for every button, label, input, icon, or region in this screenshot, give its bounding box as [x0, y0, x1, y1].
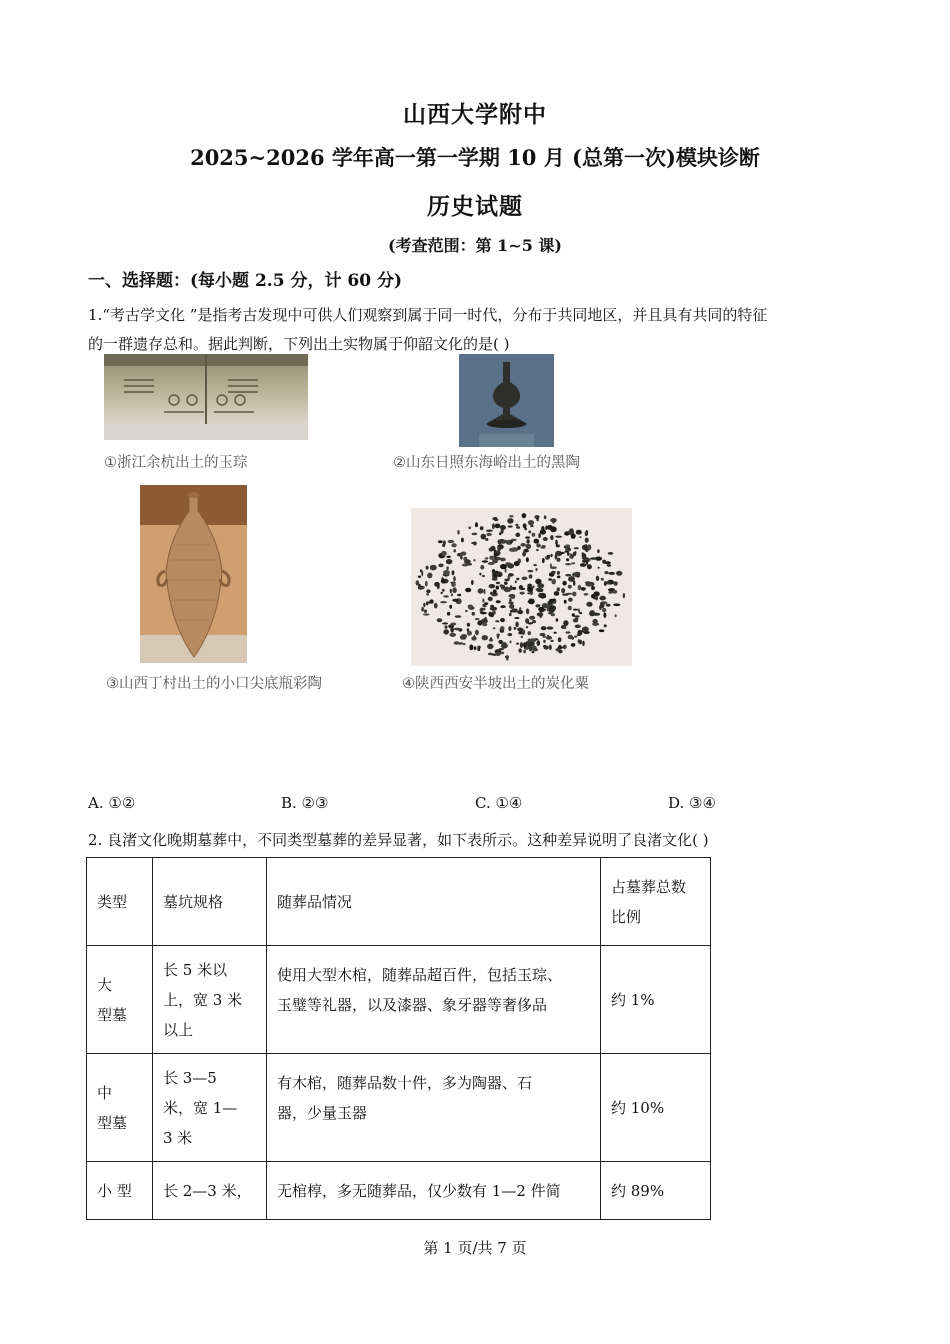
row1-goods-line1: 使用大型木棺，随葬品超百件，包括玉琮、	[277, 966, 563, 984]
header-ratio	[601, 858, 711, 946]
row1-type-line2: 型墓	[97, 1005, 128, 1024]
jade-cong-image	[104, 354, 308, 440]
header-size: 墓坑规格	[153, 858, 267, 946]
exam-scope: (考查范围：第 1~5 课)	[388, 236, 562, 255]
pointed-bottle-image	[140, 485, 247, 663]
row1-goods	[267, 946, 601, 1054]
row1-size	[153, 946, 267, 1054]
q1-stem-line2: 的一群遗存总和。据此判断，下列出土实物属于仰韶文化的是( )	[88, 335, 510, 353]
row2-ratio: 约 10%	[601, 1054, 711, 1162]
q1-option-b[interactable]: B. ②③	[281, 794, 329, 812]
page-footer: 第 1 页/共 7 页	[423, 1239, 527, 1257]
row3-goods: 无棺椁，多无随葬品，仅少数有 1—2 件简	[267, 1162, 601, 1220]
row1-type-line1: 大	[97, 975, 113, 994]
header-type: 类型	[87, 858, 153, 946]
burial-table	[86, 857, 711, 1220]
table-row	[87, 1054, 711, 1162]
row2-type	[87, 1054, 153, 1162]
row2-size	[153, 1054, 267, 1162]
row1-size-line3: 以上	[163, 1020, 194, 1039]
row2-size-line2: 米，宽 1—	[163, 1098, 238, 1117]
q2-stem: 2. 良渚文化晚期墓葬中，不同类型墓葬的差异显著，如下表所示。这种差异说明了良渚文化( )	[88, 831, 709, 849]
row2-size-line3: 3 米	[163, 1128, 193, 1147]
row1-type	[87, 946, 153, 1054]
header-ratio-line1: 占墓葬总数	[611, 877, 687, 896]
table-row	[87, 946, 711, 1054]
row2-type-line2: 型墓	[97, 1113, 128, 1132]
row2-goods-line2: 器，少量玉器	[277, 1104, 368, 1122]
image4-caption: ④陕西西安半坡出土的炭化粟	[402, 676, 589, 692]
subject-title: 历史试题	[427, 193, 523, 220]
row2-goods	[267, 1054, 601, 1162]
school-name: 山西大学附中	[403, 101, 547, 128]
row1-size-line1: 长 5 米以	[163, 960, 228, 979]
exam-title: 2025~2026 学年高一第一学期 10 月 (总第一次)模块诊断	[190, 145, 760, 170]
row1-ratio: 约 1%	[601, 946, 711, 1054]
table-header-row	[87, 858, 711, 946]
q1-option-d[interactable]: D. ③④	[668, 794, 716, 812]
black-pottery-image	[459, 354, 554, 447]
row3-ratio: 约 89%	[601, 1162, 711, 1220]
row2-type-line1: 中	[97, 1083, 113, 1102]
image2-caption: ②山东日照东海峪出土的黑陶	[393, 455, 580, 471]
section-title: 一、选择题：(每小题 2.5 分，计 60 分)	[88, 271, 402, 291]
row3-type: 小 型	[87, 1162, 153, 1220]
image1-caption: ①浙江余杭出土的玉琮	[104, 455, 248, 471]
table-row	[87, 1162, 711, 1220]
image3-caption: ③山西丁村出土的小口尖底瓶彩陶	[106, 676, 322, 692]
carbonized-millet-image	[411, 508, 632, 666]
header-goods: 随葬品情况	[267, 858, 601, 946]
header-ratio-line2: 比例	[611, 907, 642, 926]
row1-size-line2: 上，宽 3 米	[163, 990, 243, 1009]
row2-size-line1: 长 3—5	[163, 1068, 217, 1087]
q1-option-a[interactable]: A. ①②	[88, 794, 136, 812]
row2-goods-line1: 有木棺，随葬品数十件，多为陶器、石	[277, 1074, 533, 1092]
row1-goods-line2: 玉璧等礼器，以及漆器、象牙器等奢侈品	[277, 996, 548, 1014]
q1-option-c[interactable]: C. ①④	[475, 794, 523, 812]
row3-size: 长 2—3 米，	[153, 1162, 267, 1220]
q1-stem-line1: 1.“考古学文化 ”是指考古发现中可供人们观察到属于同一时代，分布于共同地区，并且具有共同的特征	[88, 306, 768, 324]
